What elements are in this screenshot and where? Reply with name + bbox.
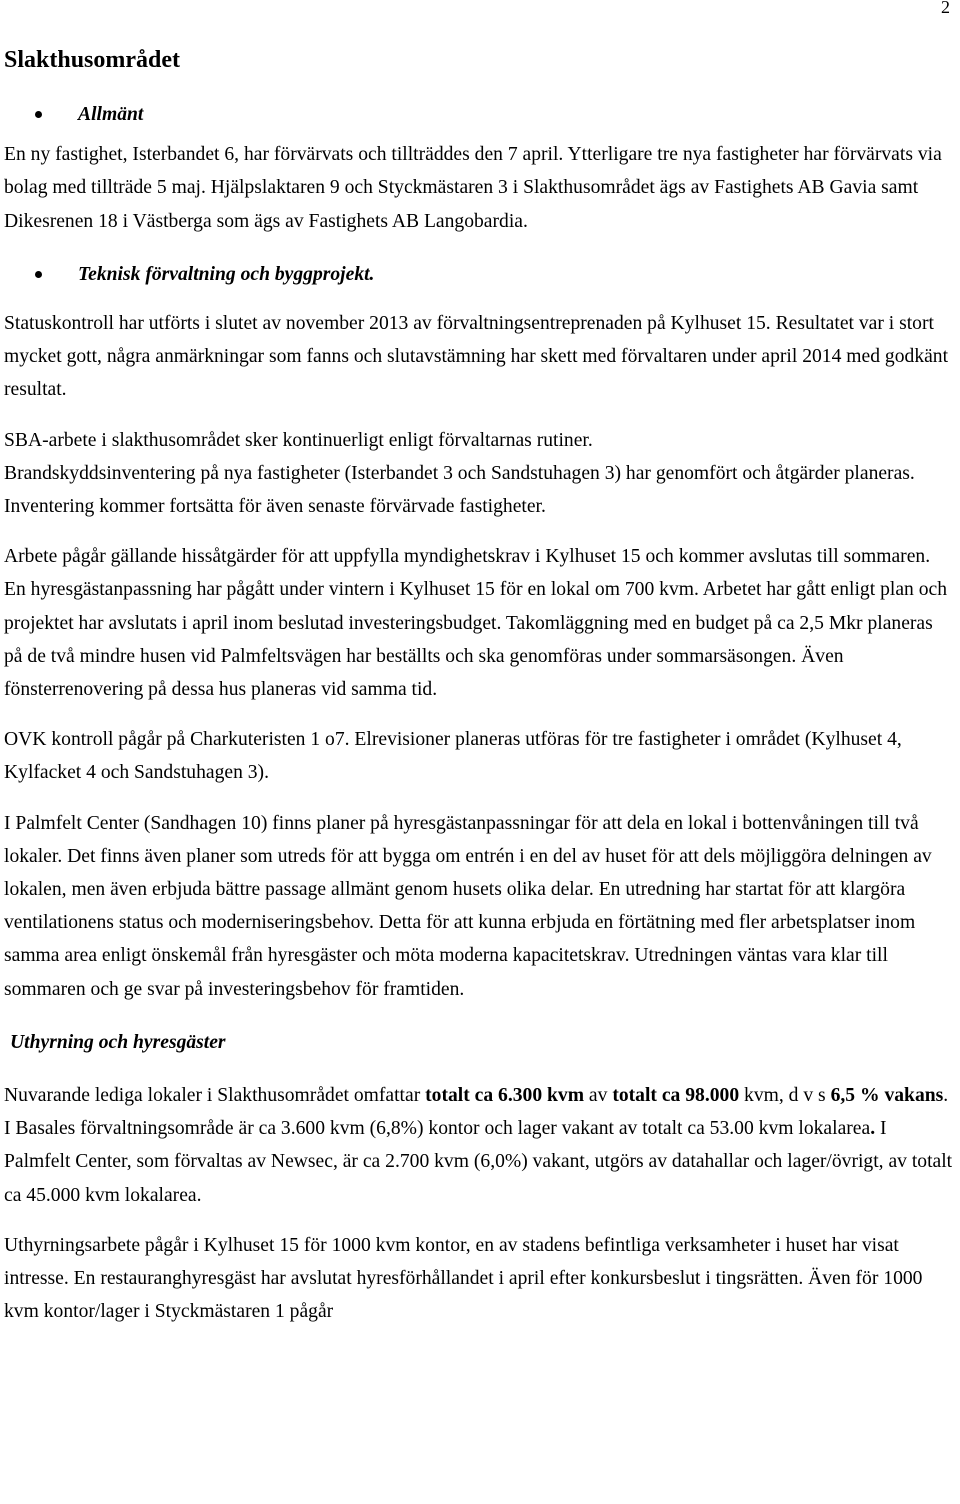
vakans-total-area: totalt ca 98.000 — [612, 1085, 740, 1107]
vakans-text-1: Nuvarande lediga lokaler i Slakthusområdet omfattar — [4, 1085, 426, 1107]
section-heading-allmant — [4, 98, 954, 131]
section-heading-label: Allmänt — [78, 104, 144, 125]
vakans-period: . — [870, 1118, 876, 1140]
section-heading-label: Teknisk förvaltning och byggprojekt. — [78, 263, 375, 285]
vakans-text-5: I Palmfelt Center, som förvaltas av Newsec, är ca 2.700 kvm (6,0%) vakant, utgörs av datahallar och lager/övrigt, av totalt ca 45.000 kvm lokalarea. — [4, 1118, 953, 1206]
vakans-procent: 6,5 % vakans — [830, 1085, 944, 1107]
page-number: 2 — [941, 0, 950, 17]
paragraph-palmfelt: I Palmfelt Center (Sandhagen 10) finns planer på hyresgästanpassningar för att dela en lokal i bottenvåningen till två lokaler. Det finns även planer som utreds för att bygga om entrén i en del av huset för att dels möjliggöra delningen av lokalen, men även erbjuda bättre passage allmänt genom husets olika delar. En utredning har startat för att klargöra ventilationens status och moderniseringsbehov. Detta för att kunna erbjuda en förtätning med fler arbetsplatser inom samma area enligt önskemål från hyresgäster och möta moderna kapacitetskrav. Utredningen väntas vara klar till sommaren och ge svar på investeringsbehov för framtiden. — [4, 812, 932, 1000]
paragraph-vakans — [4, 1079, 954, 1212]
paragraph-brandskydd: Brandskyddsinventering på nya fastigheter (Isterbandet 3 och Sandstuhagen 3) har genomfört och åtgärder planeras. Inventering kommer fortsätta för även senaste förvärvade fastigheter. — [4, 462, 915, 518]
paragraph-ovk: OVK kontroll pågår på Charkuteristen 1 o7. Elrevisioner planeras utföras för tre fastigheter i området (Kylhuset 4, Kylfacket 4 och Sandstuhagen 3). — [4, 729, 902, 784]
page-title: Slakthusområdet — [4, 47, 181, 73]
vakans-text-2: av — [584, 1085, 613, 1107]
vakans-text-3: kvm, d v s — [739, 1085, 831, 1107]
vakans-total-ledig: totalt ca 6.300 kvm — [425, 1085, 585, 1107]
section-heading-teknisk — [4, 258, 954, 291]
paragraph-hissatgarder: Arbete pågår gällande hissåtgärder för att uppfylla myndighetskrav i Kylhuset 15 och kommer avslutas till sommaren. En hyresgästanpassning har pågått under vintern i Kylhuset 15 för en lokal om 700 kvm. Arbetet har gått enligt plan och projektet har avslutats i april inom beslutad investeringsbudget. Takomläggning med en budget på ca 2,5 Mkr planeras på de två mindre husen vid Palmfeltsvägen har beställts och ska genomföras under sommarsäsongen. Även fönsterrenovering på dessa hus planeras vid samma tid. — [4, 546, 947, 701]
document-body — [4, 42, 954, 1329]
bullet-icon — [35, 271, 42, 278]
bullet-icon — [35, 111, 42, 118]
paragraph-allmant: En ny fastighet, Isterbandet 6, har förvärvats och tillträddes den 7 april. Ytterligare tre nya fastigheter har förvärvats via bolag med tillträde 5 maj. Hjälpslaktaren 9 och Styckmästaren 3 i Slakthusområdet ägs av Fastighets AB Gavia samt Dikesrenen 18 i Västberga som ägs av Fastighets AB Langobardia. — [4, 144, 942, 232]
paragraph-statuskontroll: Statuskontroll har utförts i slutet av november 2013 av förvaltningsentreprenaden på Kylhuset 15. Resultatet var i stort mycket gott, några anmärkningar som fanns och slutavstämning har skett med förvaltaren under april 2014 med godkänt resultat. — [4, 313, 949, 401]
section-heading-uthyrning: Uthyrning och hyresgäster — [10, 1031, 226, 1053]
vakans-text-4: . I Basales förvaltningsområde är ca 3.600 kvm (6,8%) kontor och lager vakant av totalt ca 53.00 kvm lokalarea — [4, 1085, 949, 1140]
paragraph-uthyrningsarbete: Uthyrningsarbete pågår i Kylhuset 15 för 1000 kvm kontor, en av stadens befintliga verksamheter i huset har visat intresse. En restauranghyresgäst har avslutat hyresförhållandet i april efter konkursbeslut i tingsrätten. Även för 1000 kvm kontor/lager i Styckmästaren 1 pågår — [4, 1234, 923, 1323]
paragraph-sba: SBA-arbete i slakthusområdet sker kontinuerligt enligt förvaltarnas rutiner. — [4, 429, 593, 451]
